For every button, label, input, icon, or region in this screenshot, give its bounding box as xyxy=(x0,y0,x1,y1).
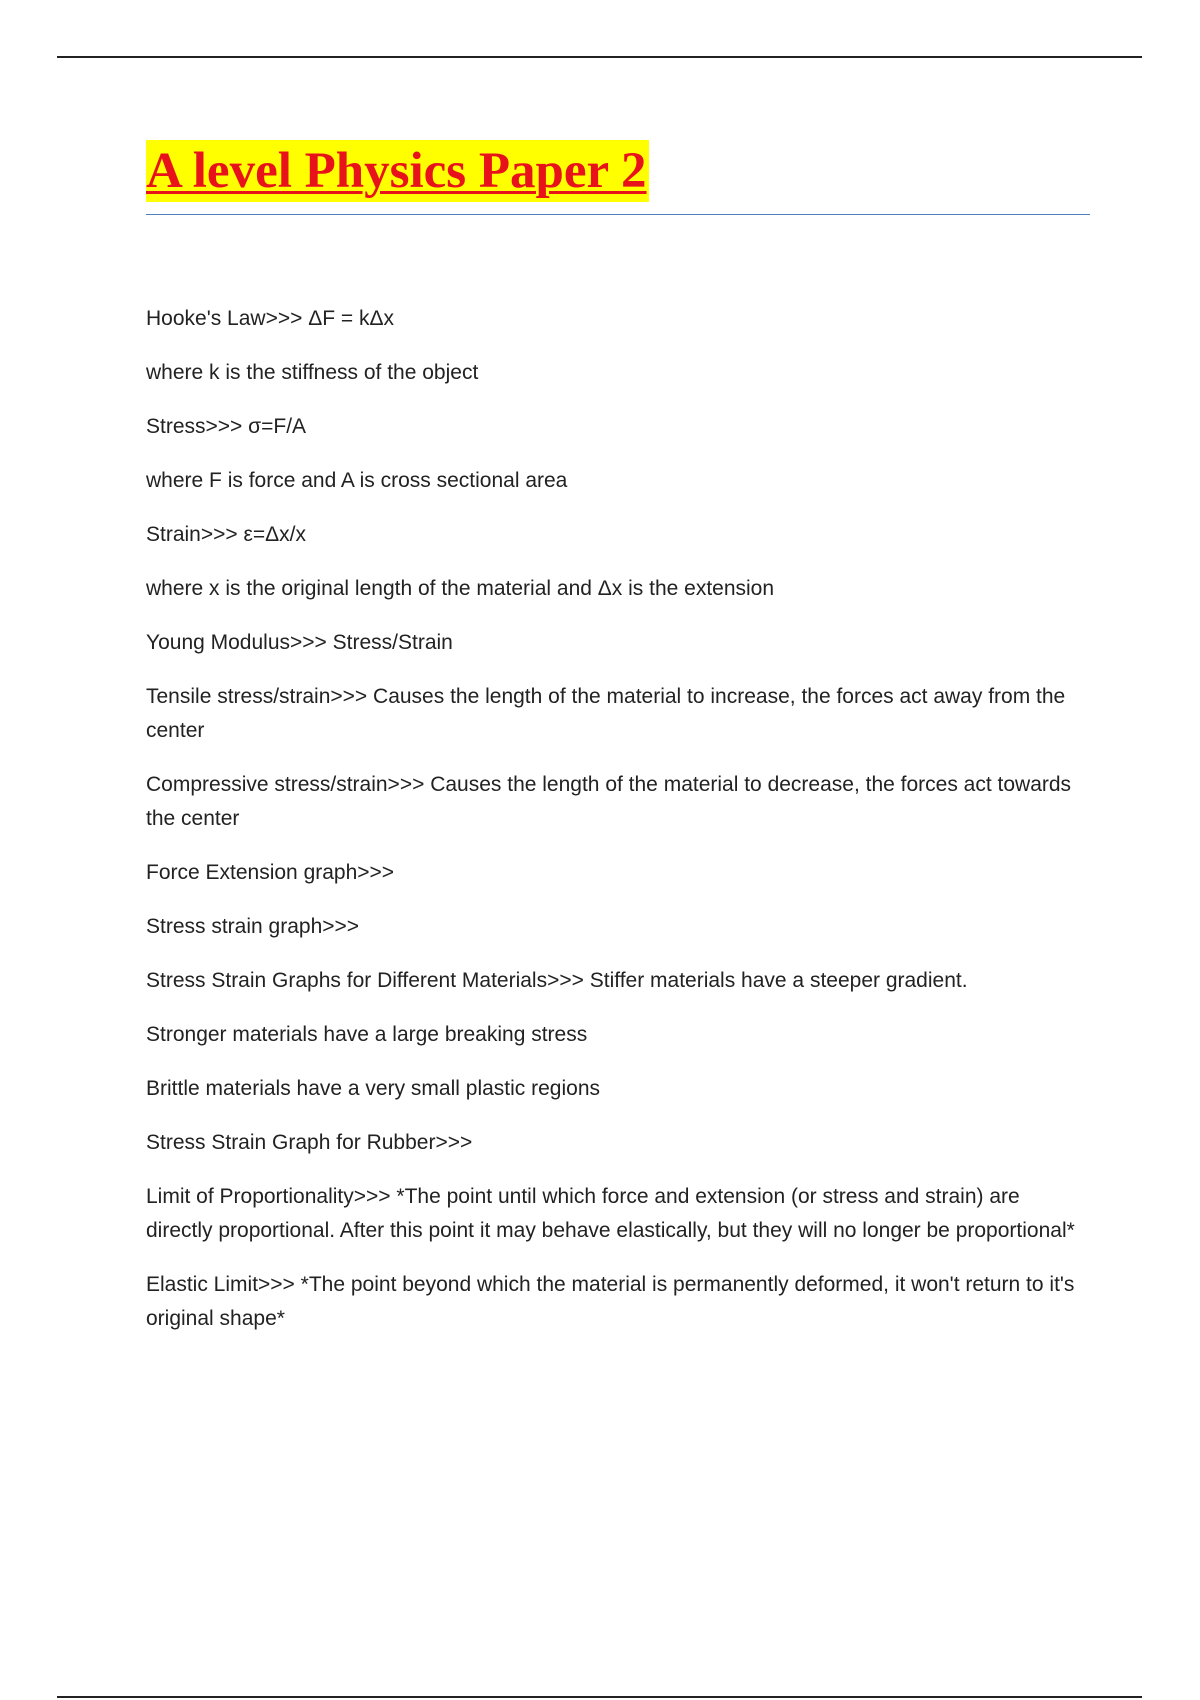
note-strain xyxy=(146,518,1090,552)
note-tensile xyxy=(146,680,1090,748)
note-term: Stress Strain Graph for Rubber>>> xyxy=(146,1131,473,1154)
note-stress xyxy=(146,410,1090,444)
note-term: Compressive stress/strain>>> xyxy=(146,773,425,796)
note-text: *The point beyond which the material is permanently deformed, it won't return to it's original shape* xyxy=(146,1273,1075,1330)
note-text: Stronger materials have a large breaking stress xyxy=(146,1023,588,1046)
note-stronger-materials xyxy=(146,1018,1090,1052)
note-term: Stress>>> xyxy=(146,415,243,438)
note-rubber-graph xyxy=(146,1126,1090,1160)
page-bottom-rule xyxy=(57,1696,1142,1698)
note-text: Stress/Strain xyxy=(332,631,453,654)
document-body xyxy=(146,140,1090,1356)
note-text: ΔF = kΔx xyxy=(308,307,395,330)
document-title: A level Physics Paper 2 xyxy=(146,140,649,202)
note-term: Strain>>> xyxy=(146,523,238,546)
note-term: Limit of Proportionality>>> xyxy=(146,1185,391,1208)
note-compressive xyxy=(146,768,1090,836)
page-top-rule xyxy=(57,56,1142,58)
note-brittle-materials xyxy=(146,1072,1090,1106)
note-hookes-law xyxy=(146,302,1090,336)
note-text: where k is the stiffness of the object xyxy=(146,361,479,384)
note-text: Brittle materials have a very small plastic regions xyxy=(146,1077,601,1100)
note-term: Stress Strain Graphs for Different Materials>>> xyxy=(146,969,584,992)
note-text: σ=F/A xyxy=(248,415,307,438)
note-term: Hooke's Law>>> xyxy=(146,307,303,330)
note-text: *The point until which force and extension (or stress and strain) are directly proportional. After this point it may behave elastically, but they will no longer be proportional* xyxy=(146,1185,1075,1242)
note-different-materials xyxy=(146,964,1090,998)
note-force-extension-graph xyxy=(146,856,1090,890)
note-stiffness xyxy=(146,356,1090,390)
note-text: where x is the original length of the material and Δx is the extension xyxy=(146,577,775,600)
note-term: Tensile stress/strain>>> xyxy=(146,685,368,708)
note-text: Causes the length of the material to decrease, the forces act towards the center xyxy=(146,773,1072,830)
note-text: Causes the length of the material to increase, the forces act away from the center xyxy=(146,685,1066,742)
title-underline-rule xyxy=(146,214,1090,215)
title-block xyxy=(146,140,1090,216)
note-term: Force Extension graph>>> xyxy=(146,861,395,884)
note-elastic-limit xyxy=(146,1268,1090,1336)
note-text: ε=Δx/x xyxy=(243,523,306,546)
note-term: Young Modulus>>> xyxy=(146,631,327,654)
note-force-area xyxy=(146,464,1090,498)
note-limit-of-proportionality xyxy=(146,1180,1090,1248)
note-term: Stress strain graph>>> xyxy=(146,915,360,938)
notes-list xyxy=(146,302,1090,1336)
note-length-extension xyxy=(146,572,1090,606)
note-stress-strain-graph xyxy=(146,910,1090,944)
note-young-modulus xyxy=(146,626,1090,660)
note-term: Elastic Limit>>> xyxy=(146,1273,295,1296)
note-text: where F is force and A is cross sectional area xyxy=(146,469,568,492)
note-text: Stiffer materials have a steeper gradient. xyxy=(589,969,968,992)
